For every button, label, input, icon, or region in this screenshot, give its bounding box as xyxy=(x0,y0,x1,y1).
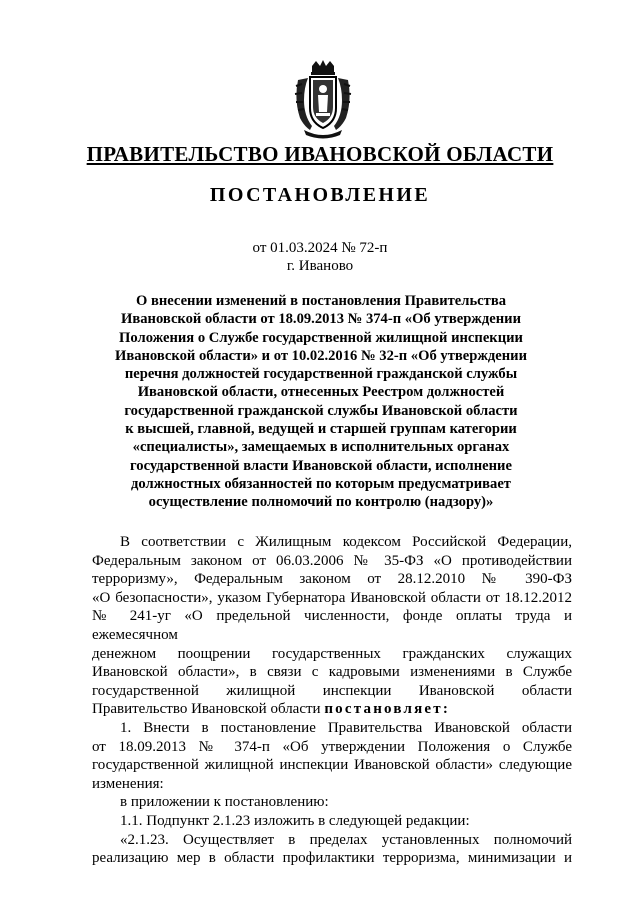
subject-line: Положения о Службе государственной жилищной инспекции xyxy=(119,329,523,346)
preamble-decree-line xyxy=(92,700,572,719)
preamble-line: терроризму», Федеральным законом от 28.12.2010 № 390-ФЗ xyxy=(92,571,572,588)
item1-line: от 18.09.2013 № 374-п «Об утверждении Положения о Службе xyxy=(92,738,572,755)
subject-line: должностных обязанностей по которым предусматривает xyxy=(131,475,511,492)
document-subject xyxy=(96,292,546,512)
subject-line: Ивановской области» и от 10.02.2016 № 32-п «Об утверждении xyxy=(114,347,528,364)
item1-line: 1. Внести в постановление Правительства Ивановской области xyxy=(120,719,572,736)
document-type: ПОСТАНОВЛЕНИЕ xyxy=(209,184,431,206)
subject-line: государственной гражданской службы Ивановской области xyxy=(124,402,518,419)
preamble-line: № 241-уг «О предельной численности, фонде оплаты труда и ежемесячном xyxy=(92,608,572,643)
preamble-line: Ивановской области», в связи с кадровыми изменениями в Службе xyxy=(92,664,572,681)
quote-line: реализацию мер в области профилактики терроризма, минимизации и xyxy=(92,850,572,867)
subject-line: Ивановской области, отнесенных Реестром должностей xyxy=(137,384,505,401)
item1-line: изменения: xyxy=(92,775,164,792)
subject-line: О внесении изменений в постановления Правительства xyxy=(135,293,507,309)
preamble-line: государственной жилищной инспекции Ивановской области xyxy=(92,682,572,699)
quote-line: «2.1.23. Осуществляет в пределах установленных полномочий xyxy=(120,831,572,848)
subitem-line: 1.1. Подпункт 2.1.23 изложить в следующей редакции: xyxy=(120,812,470,829)
preamble-line: «О безопасности», указом Губернатора Ивановской области от 18.12.2012 xyxy=(92,589,572,606)
subject-line: к высшей, главной, ведущей и старшей группам категории xyxy=(125,421,517,438)
document-city: г. Иваново xyxy=(286,258,354,274)
subject-line: перечня должностей государственной гражданской службы xyxy=(124,366,518,383)
government-title: ПРАВИТЕЛЬСТВО ИВАНОВСКОЙ ОБЛАСТИ xyxy=(86,142,554,166)
subject-line: «специалисты», замещаемых в исполнительных органах xyxy=(132,439,510,456)
subject-line: осуществление полномочий по контролю (надзору)» xyxy=(148,494,494,511)
ivanovo-coat-of-arms-icon xyxy=(292,60,354,140)
subject-line: Ивановской области от 18.09.2013 № 374-п «Об утверждении xyxy=(121,311,521,328)
annex-line: в приложении к постановлению: xyxy=(120,794,329,811)
preamble-line: Федеральным законом от 06.03.2006 № 35-ФЗ «О противодействии xyxy=(92,552,572,569)
decree-word: постановляет xyxy=(324,701,443,718)
document-body xyxy=(92,533,572,868)
preamble-line: денежном поощрении государственных гражданских служащих xyxy=(92,645,572,662)
decree-colon: : xyxy=(442,701,448,718)
item1-line: государственной жилищной инспекции Ивановской области» следующие xyxy=(92,757,572,774)
subject-line: государственной власти Ивановской области, исполнение xyxy=(130,457,512,474)
preamble-line: В соответствии с Жилищным кодексом Российской Федерации, xyxy=(120,534,572,550)
document-date-number: от 01.03.2024 № 72-п xyxy=(252,240,388,256)
preamble-last: Правительство Ивановской области xyxy=(92,701,321,718)
